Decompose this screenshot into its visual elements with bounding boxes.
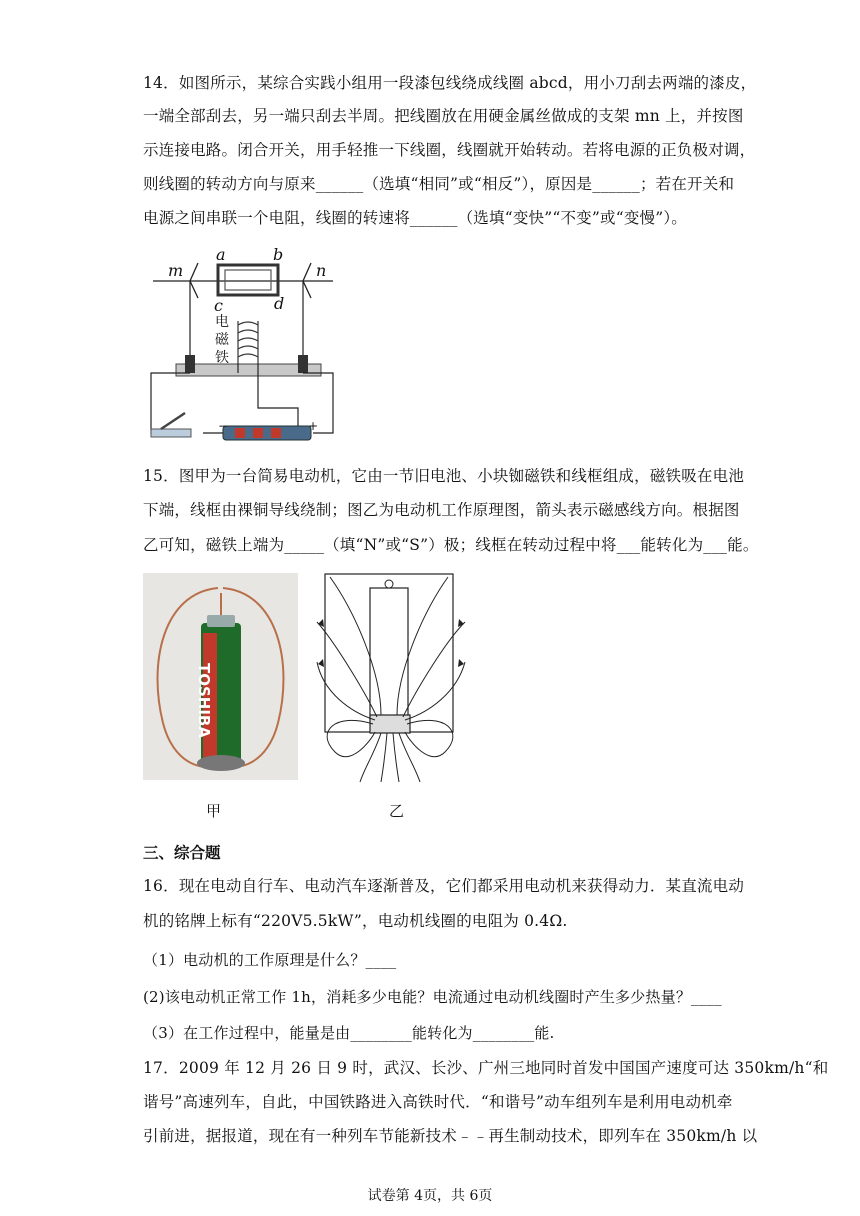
q17-line-2: 谐号”高速列车，自此，中国铁路进入高铁时代．“和谐号”动车组列车是利用电动机牵 xyxy=(143,1093,733,1111)
q17-line-3: 引前进，据报道，现在有一种列车节能新技术﹣﹣再生制动技术，即列车在 350km/h 以 xyxy=(143,1127,758,1145)
caption-yi: 乙 xyxy=(389,802,405,820)
q15-line-2: 下端，线框由裸铜导线绕制；图乙为电动机工作原理图，箭头表示磁感线方向。根据图 xyxy=(143,501,740,519)
q16-line-1: 16．现在电动自行车、电动汽车逐渐普及，它们都采用电动机来获得动力．某直流电动 xyxy=(143,877,745,895)
q14-line-3: 示连接电路。闭合开关，用手轻推一下线圈，线圈就开始转动。若将电源的正负极对调， xyxy=(143,141,756,159)
q16-sub-1: （1）电动机的工作原理是什么？____ xyxy=(143,951,397,969)
label-c: c xyxy=(214,296,223,315)
battery-plus-label: + xyxy=(308,419,319,433)
field-line-diagram xyxy=(315,572,475,784)
page-footer: 试卷第 4页，共 6页 xyxy=(367,1188,493,1204)
q15-line-3: 乙可知，磁铁上端为_____（填“N”或“S”）极；线框在转动过程中将___能转化为___能。 xyxy=(143,536,759,554)
q16-sub-2: (2)该电动机正常工作 1h，消耗多少电能？电流通过电动机线圈时产生多少热量？____ xyxy=(143,988,722,1006)
section-3-title: 三、综合题 xyxy=(143,844,221,862)
label-d: d xyxy=(274,294,285,313)
q16-sub-3: （3）在工作过程中，能量是由________能转化为________能. xyxy=(143,1024,555,1042)
battery-minus-label: − xyxy=(218,419,229,433)
label-n: n xyxy=(316,261,327,280)
magnet-label-1: 电 xyxy=(215,314,229,330)
battery-motor-photo xyxy=(143,573,298,780)
q14-line-1: 14．如图所示，某综合实践小组用一段漆包线绕成线圈 abcd，用小刀刮去两端的漆皮， xyxy=(143,74,757,92)
magnet-label-3: 铁 xyxy=(215,350,229,366)
battery-brand-label: TOSHIBA xyxy=(195,663,213,738)
q14-line-2: 一端全部刮去，另一端只刮去半周。把线圈放在用硬金属丝做成的支架 mn 上，并按图 xyxy=(143,107,744,125)
q14-line-5: 电源之间串联一个电阻，线圈的转速将______（选填“变快”“不变”或“变慢”）。 xyxy=(143,209,687,227)
label-m: m xyxy=(168,261,184,280)
label-a: a xyxy=(216,245,226,264)
q14-line-4: 则线圈的转动方向与原来______（选填“相同”或“相反”），原因是______；若在开关和 xyxy=(143,175,735,193)
q15-line-1: 15．图甲为一台简易电动机，它由一节旧电池、小块铷磁铁和线框组成，磁铁吸在电池 xyxy=(143,467,745,485)
label-b: b xyxy=(273,245,284,264)
magnet-label-2: 磁 xyxy=(215,332,229,348)
q17-line-1: 17．2009 年 12 月 26 日 9 时，武汉、长沙、广州三地同时首发中国国产速度可达 350km/h“和 xyxy=(143,1059,829,1077)
caption-jia: 甲 xyxy=(206,802,222,820)
q16-line-2: 机的铭牌上标有“220V5.5kW”，电动机线圈的电阻为 0.4Ω. xyxy=(143,912,568,930)
